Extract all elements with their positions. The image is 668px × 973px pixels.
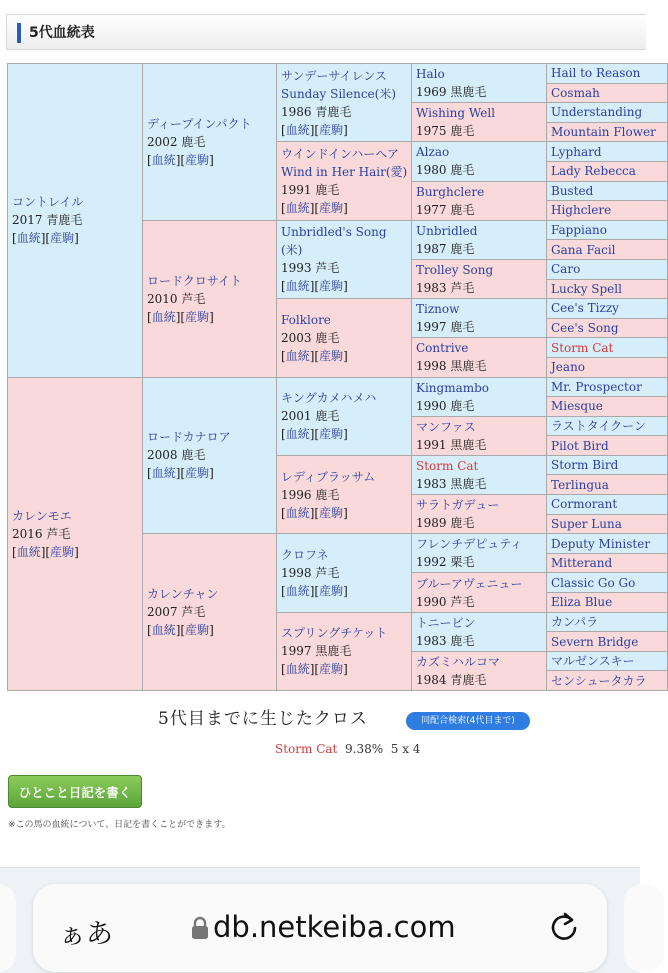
- horse-birth-coat: 1980 鹿毛: [416, 163, 475, 178]
- horse-birth-coat: 1984 青鹿毛: [416, 672, 487, 687]
- horse-name-link[interactable]: Folklore: [281, 312, 331, 327]
- pedigree-links: [血統][産駒]: [281, 279, 348, 294]
- horse-name-link[interactable]: Storm Bird: [551, 458, 619, 473]
- gen5-horse-cell: [547, 436, 668, 456]
- pedigree-link[interactable]: 血統: [285, 348, 310, 363]
- horse-birth-coat: 1998 黒鹿毛: [416, 359, 487, 374]
- horse-name-link[interactable]: トニービン: [416, 615, 476, 630]
- horse-name-link[interactable]: スプリングチケット: [281, 626, 388, 641]
- horse-name-link[interactable]: Burghclere: [416, 184, 485, 199]
- address-bar[interactable]: [33, 884, 607, 972]
- offspring-link[interactable]: 産駒: [185, 309, 210, 324]
- horse-name-link[interactable]: Severn Bridge: [551, 634, 639, 649]
- horse-name-link[interactable]: Eliza Blue: [551, 595, 613, 610]
- horse-birth-coat: 1991 黒鹿毛: [416, 437, 487, 452]
- gen4-horse-cell: [412, 377, 547, 416]
- pedigree-link[interactable]: 血統: [151, 309, 176, 324]
- gen4-horse-cell: [412, 142, 547, 181]
- gen2-horse-cell: [143, 377, 277, 534]
- horse-birth-coat: 1990 芦毛: [416, 594, 475, 609]
- horse-name-link[interactable]: フレンチデピュティ: [416, 537, 523, 552]
- gen5-horse-cell: [547, 64, 668, 84]
- pedigree-links: [血統][産駒]: [147, 623, 214, 638]
- gen4-horse-cell: [412, 455, 547, 494]
- gen5-horse-cell: [547, 220, 668, 240]
- horse-name-link[interactable]: ブルーアヴェニュー: [416, 576, 523, 591]
- gen5-horse-cell: [547, 397, 668, 417]
- gen3-horse-cell: [277, 534, 412, 612]
- gen5-horse-cell: [547, 671, 668, 691]
- gen3-horse-cell: [277, 455, 412, 533]
- horse-name-link[interactable]: サンデーサイレンス: [281, 68, 387, 83]
- inbreeding-percent: 9.38%: [345, 742, 384, 756]
- pedigree-table: [7, 63, 668, 691]
- horse-name-link[interactable]: Unbridled: [416, 223, 478, 238]
- gen5-horse-cell: [547, 632, 668, 652]
- horse-name-link[interactable]: カレンチャン: [147, 587, 219, 602]
- gen4-horse-cell: [412, 573, 547, 612]
- horse-name-link[interactable]: カレンモエ: [12, 508, 72, 523]
- gen5-horse-cell: [547, 142, 668, 162]
- gen5-horse-cell: [547, 240, 668, 260]
- horse-name-link[interactable]: マルゼンスキー: [551, 654, 635, 669]
- gen5-horse-cell: [547, 161, 668, 181]
- pedigree-links: [血統][産駒]: [281, 348, 348, 363]
- horse-name-link[interactable]: Alzao: [416, 145, 450, 160]
- gen4-horse-cell: [412, 416, 547, 455]
- inbreeding-row: [275, 742, 420, 756]
- horse-birth-coat: 2017 青鹿毛: [12, 213, 83, 228]
- write-diary-button[interactable]: ひとこと日記を書く: [8, 775, 142, 808]
- section-header: [6, 14, 646, 50]
- horse-name-link[interactable]: Deputy Minister: [551, 536, 651, 551]
- gen5-horse-cell: [547, 573, 668, 593]
- same-cross-search-button[interactable]: 同配合検索(4代目まで): [406, 712, 530, 730]
- horse-birth-coat: 1998 芦毛: [281, 565, 340, 580]
- inbreeding-title: 5代目までに生じたクロス: [158, 709, 368, 729]
- pedigree-link[interactable]: 血統: [285, 279, 310, 294]
- gen5-horse-cell: [547, 338, 668, 358]
- horse-name-link[interactable]: ロードクロサイト: [147, 273, 242, 288]
- horse-name-link[interactable]: Cee's Song: [551, 321, 619, 336]
- url-text[interactable]: db.netkeiba.com: [213, 910, 456, 944]
- horse-birth-coat: 2008 鹿毛: [147, 448, 206, 463]
- horse-name-link[interactable]: Cee's Tizzy: [551, 301, 619, 316]
- offspring-link[interactable]: 産駒: [319, 662, 344, 677]
- reload-icon[interactable]: [547, 910, 581, 944]
- next-tab-peek[interactable]: [624, 884, 664, 972]
- gen5-horse-cell: [547, 514, 668, 534]
- horse-name-link[interactable]: Lyphard: [551, 144, 602, 159]
- horse-name-link[interactable]: センシュータカラ: [551, 673, 647, 688]
- horse-name-link[interactable]: キングカメハメハ: [281, 391, 377, 406]
- offspring-link[interactable]: 産駒: [319, 279, 344, 294]
- horse-name-link[interactable]: Classic Go Go: [551, 575, 636, 590]
- horse-birth-coat: 2016 芦毛: [12, 526, 71, 541]
- horse-birth-coat: 1992 栗毛: [416, 555, 475, 570]
- horse-name-link[interactable]: Busted: [551, 183, 594, 198]
- pedigree-links: [血統][産駒]: [281, 583, 348, 598]
- pedigree-link[interactable]: 血統: [16, 231, 41, 246]
- horse-name-link[interactable]: Hail to Reason: [551, 66, 641, 81]
- header-accent-bar: [17, 23, 21, 43]
- gen4-horse-cell: [412, 495, 547, 534]
- horse-birth-coat: 2010 芦毛: [147, 291, 206, 306]
- horse-name-link[interactable]: Halo: [416, 67, 445, 82]
- horse-name-link[interactable]: Understanding: [551, 105, 643, 120]
- horse-name-link[interactable]: Storm Cat: [416, 458, 479, 473]
- horse-name-link[interactable]: Pilot Bird: [551, 438, 609, 453]
- horse-birth-coat: 1986 青鹿毛: [281, 104, 352, 119]
- horse-name-link[interactable]: Lady Rebecca: [551, 164, 636, 179]
- gen3-horse-cell: [277, 220, 412, 298]
- horse-name-link[interactable]: ロードカナロア: [147, 430, 231, 445]
- horse-name-link[interactable]: サラトガデュー: [416, 498, 500, 513]
- gen5-horse-cell: [547, 201, 668, 221]
- pedigree-links: [血統][産駒]: [281, 427, 348, 442]
- gen4-horse-cell: [412, 64, 547, 103]
- gen5-horse-cell: [547, 377, 668, 397]
- offspring-link[interactable]: 産駒: [185, 152, 210, 167]
- horse-name-link[interactable]: レディブラッサム: [281, 469, 376, 484]
- gen3-horse-cell: [277, 64, 412, 142]
- gen2-horse-cell: [143, 220, 277, 377]
- pedigree-link[interactable]: 血統: [285, 122, 310, 137]
- horse-birth-coat: 2007 芦毛: [147, 605, 206, 620]
- text-size-button[interactable]: ぁあ: [59, 919, 113, 950]
- pedigree-links: [血統][産駒]: [281, 122, 348, 137]
- horse-birth-coat: 1993 芦毛: [281, 261, 340, 276]
- gen5-horse-cell: [547, 553, 668, 573]
- lock-icon: [191, 916, 209, 940]
- gen4-horse-cell: [412, 612, 547, 651]
- gen5-horse-cell: [547, 651, 668, 671]
- horse-birth-coat: 1991 鹿毛: [281, 183, 340, 198]
- horse-birth-coat: 2003 鹿毛: [281, 330, 340, 345]
- horse-birth-coat: 2002 鹿毛: [147, 134, 206, 149]
- inbreeding-pattern: 5 x 4: [390, 742, 421, 756]
- offspring-link[interactable]: 産駒: [185, 623, 210, 638]
- gen5-horse-cell: [547, 612, 668, 632]
- gen5-horse-cell: [547, 416, 668, 436]
- horse-name-link[interactable]: Jeano: [551, 360, 586, 375]
- gen4-horse-cell: [412, 651, 547, 690]
- horse-name-link[interactable]: Kingmambo: [416, 380, 490, 395]
- gen4-horse-cell: [412, 103, 547, 142]
- prev-tab-peek[interactable]: [0, 884, 16, 972]
- horse-name-link[interactable]: Lucky Spell: [551, 281, 622, 296]
- gen3-horse-cell: [277, 299, 412, 377]
- gen1-horse-cell: [8, 377, 143, 691]
- horse-name-link[interactable]: Cormorant: [551, 497, 618, 512]
- offspring-link[interactable]: 産駒: [319, 348, 344, 363]
- horse-birth-coat: 1989 鹿毛: [416, 516, 475, 531]
- gen4-horse-cell: [412, 338, 547, 377]
- pedigree-link[interactable]: 血統: [285, 201, 310, 216]
- gen2-horse-cell: [143, 534, 277, 691]
- horse-birth-coat: 1983 黒鹿毛: [416, 476, 487, 491]
- horse-name-link[interactable]: Cosmah: [551, 85, 600, 100]
- pedigree-row: [8, 377, 668, 397]
- offspring-link[interactable]: 産駒: [319, 505, 344, 520]
- offspring-link[interactable]: 産駒: [50, 544, 75, 559]
- horse-birth-coat: 1977 鹿毛: [416, 202, 475, 217]
- horse-name-link[interactable]: カンパラ: [551, 614, 599, 629]
- horse-name-link[interactable]: Wishing Well: [416, 106, 496, 121]
- horse-birth-coat: 1997 鹿毛: [416, 320, 475, 335]
- gen5-horse-cell: [547, 181, 668, 201]
- gen2-horse-cell: [143, 64, 277, 221]
- horse-name-link[interactable]: コントレイル: [12, 195, 84, 210]
- gen5-horse-cell: [547, 299, 668, 319]
- gen5-horse-cell: [547, 357, 668, 377]
- pedigree-link[interactable]: 血統: [285, 427, 310, 442]
- horse-birth-coat: 1990 鹿毛: [416, 398, 475, 413]
- horse-name-link[interactable]: Gana Facil: [551, 242, 616, 257]
- horse-name-link[interactable]: ディープインパクト: [147, 116, 252, 131]
- horse-name-link[interactable]: Miesque: [551, 399, 603, 414]
- horse-name-link[interactable]: Fappiano: [551, 223, 607, 238]
- offspring-link[interactable]: 産駒: [185, 466, 210, 481]
- pedigree-link[interactable]: 血統: [151, 623, 176, 638]
- pedigree-links: [血統][産駒]: [147, 466, 214, 481]
- gen1-horse-cell: [8, 64, 143, 378]
- horse-name-link[interactable]: Mountain Flower: [551, 125, 656, 140]
- inbreeding-horse-link[interactable]: Storm Cat: [275, 742, 338, 756]
- gen3-horse-cell: [277, 612, 412, 690]
- horse-name-link[interactable]: ウインドインハーヘア: [281, 147, 399, 162]
- horse-birth-coat: 1987 鹿毛: [416, 241, 475, 256]
- pedigree-link[interactable]: 血統: [285, 583, 310, 598]
- horse-name-link[interactable]: Mr. Prospector: [551, 379, 642, 394]
- pedigree-link[interactable]: 血統: [151, 152, 176, 167]
- gen5-horse-cell: [547, 103, 668, 123]
- gen5-horse-cell: [547, 455, 668, 475]
- horse-birth-coat: 1975 鹿毛: [416, 124, 475, 139]
- horse-name-alt-link[interactable]: Sunday Silence(米): [281, 86, 397, 101]
- gen5-horse-cell: [547, 475, 668, 495]
- horse-name-link[interactable]: ラストタイクーン: [551, 418, 646, 433]
- horse-birth-coat: 1983 芦毛: [416, 281, 475, 296]
- horse-name-link[interactable]: Trolley Song: [416, 263, 494, 278]
- pedigree-links: [血統][産駒]: [281, 662, 348, 677]
- horse-name-link[interactable]: Storm Cat: [551, 340, 614, 355]
- gen4-horse-cell: [412, 259, 547, 298]
- pedigree-links: [血統][産駒]: [12, 544, 79, 559]
- gen5-horse-cell: [547, 279, 668, 299]
- pedigree-links: [血統][産駒]: [147, 309, 214, 324]
- pedigree-link[interactable]: 血統: [285, 662, 310, 677]
- gen4-horse-cell: [412, 299, 547, 338]
- gen4-horse-cell: [412, 220, 547, 259]
- gen5-horse-cell: [547, 83, 668, 103]
- gen5-horse-cell: [547, 122, 668, 142]
- offspring-link[interactable]: 産駒: [319, 122, 344, 137]
- section-title: 5代血統表: [29, 25, 95, 41]
- horse-name-link[interactable]: Terlingua: [551, 477, 609, 492]
- horse-birth-coat: 2001 鹿毛: [281, 409, 340, 424]
- offspring-link[interactable]: 産駒: [319, 201, 344, 216]
- pedigree-link[interactable]: 血統: [16, 544, 41, 559]
- horse-name-link[interactable]: Highclere: [551, 203, 612, 218]
- gen5-horse-cell: [547, 593, 668, 613]
- gen3-horse-cell: [277, 377, 412, 455]
- horse-name-link[interactable]: クロフネ: [281, 547, 329, 562]
- horse-name-link[interactable]: Caro: [551, 262, 581, 277]
- gen4-horse-cell: [412, 181, 547, 220]
- horse-name-link[interactable]: Super Luna: [551, 516, 622, 531]
- horse-birth-coat: 1983 鹿毛: [416, 633, 475, 648]
- horse-name-link[interactable]: Mitterand: [551, 556, 613, 571]
- offspring-link[interactable]: 産駒: [50, 231, 75, 246]
- offspring-link[interactable]: 産駒: [319, 427, 344, 442]
- pedigree-links: [血統][産駒]: [147, 152, 214, 167]
- pedigree-row: [8, 64, 668, 84]
- pedigree-links: [血統][産駒]: [12, 231, 79, 246]
- diary-note: ※この馬の血統について、日記を書くことができます。: [8, 820, 231, 830]
- offspring-link[interactable]: 産駒: [319, 583, 344, 598]
- horse-name-link[interactable]: カズミハルコマ: [416, 654, 501, 669]
- pedigree-link[interactable]: 血統: [285, 505, 310, 520]
- horse-birth-coat: 1997 黒鹿毛: [281, 644, 352, 659]
- gen5-horse-cell: [547, 318, 668, 338]
- horse-name-link[interactable]: マンファス: [416, 419, 476, 434]
- pedigree-links: [血統][産駒]: [281, 505, 348, 520]
- gen4-horse-cell: [412, 534, 547, 573]
- gen5-horse-cell: [547, 495, 668, 515]
- horse-name-link[interactable]: Contrive: [416, 341, 469, 356]
- horse-name-link[interactable]: Tiznow: [416, 302, 460, 317]
- gen5-horse-cell: [547, 534, 668, 554]
- horse-birth-coat: 1969 黒鹿毛: [416, 85, 487, 100]
- gen5-horse-cell: [547, 259, 668, 279]
- horse-birth-coat: 1996 鹿毛: [281, 487, 340, 502]
- horse-name-link[interactable]: Unbridled's Song: [281, 225, 387, 240]
- horse-name-alt-link[interactable]: Wind in Her Hair(愛): [281, 165, 408, 180]
- pedigree-links: [血統][産駒]: [281, 201, 348, 216]
- pedigree-link[interactable]: 血統: [151, 466, 176, 481]
- horse-name-alt-link[interactable]: (米): [281, 243, 303, 258]
- gen3-horse-cell: [277, 142, 412, 220]
